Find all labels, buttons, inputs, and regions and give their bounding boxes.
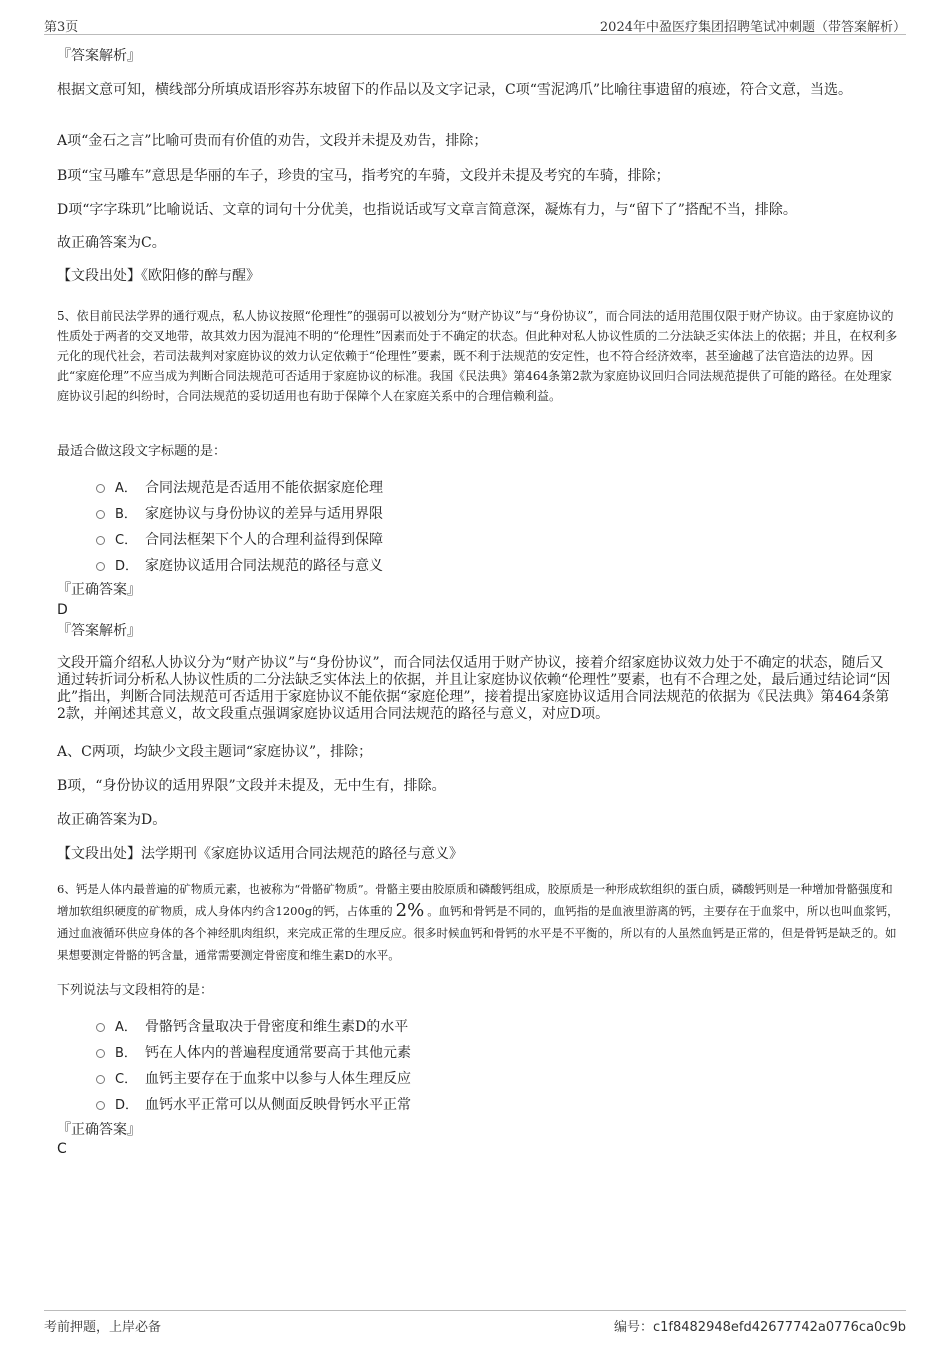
radio-icon[interactable] [96,1023,105,1032]
document-title: 2024年中盈医疗集团招聘笔试冲刺题（带答案解析） [599,20,906,35]
q6-question: 下列说法与文段相符的是： [57,983,214,998]
page-header [44,14,906,35]
q4-source [57,268,897,285]
q5-analysis-text: 文段开篇介绍私人协议分为“财产协议”与“身份协议”，而合同法仅适用于财产协议，接着介绍家庭协议效力处于不确定的状态，随后又通过转折词分析私人协议性质的二分法缺乏实体法上的依据，并且让家庭协议依赖“伦理性”要素，也有不合理之处，最后通过结论词“因此”指出，判断合同法规范可否适用于家庭协议不能依据“家庭伦理”，接着提出家庭协议适用合同法规范的依据为《民法典》第464条第2款，并阐述其意义，故文段重点强调家庭协议适用合同法规范的路径与意义，对应D项。 [57,655,891,722]
q4-conclusion: 故正确答案为C。 [57,235,166,251]
q6-option-a[interactable] [96,1016,408,1036]
option-letter: A． [115,1020,137,1035]
radio-icon[interactable] [96,1049,105,1058]
q4-source-title: 《欧阳修的醉与醒》 [141,268,260,284]
q6-option-d[interactable] [96,1094,411,1114]
option-text: 血钙水平正常可以从侧面反映骨钙水平正常 [145,1097,411,1113]
radio-icon[interactable] [96,510,105,519]
q5-option-d[interactable] [96,555,383,575]
q4-option-b-note: B项“宝马雕车”意思是华丽的车子，珍贵的宝马，指考究的车骑，文段并未提及考究的车骑，排除； [57,168,670,184]
radio-icon[interactable] [96,484,105,493]
option-letter: A． [115,481,137,496]
option-letter: C． [115,1072,138,1087]
q6-stem-part1: 6、钙是人体内最普遍的矿物质元素，也被称为“骨骼矿物质”。骨骼主要由胶原质和磷酸钙组成，胶原质是一种形成软组织的蛋白质，磷酸钙则是一种增加骨骼强度和增加软组织硬度的矿物质，成人身体内约含1200g的钙，占体重的 [57,882,893,918]
option-text: 钙在人体内的普遍程度通常要高于其他元素 [145,1045,411,1061]
q5-ac-note: A、C两项，均缺少文段主题词“家庭协议”，排除； [57,744,373,760]
q5-source-title: 法学期刊《家庭协议适用合同法规范的路径与意义》 [141,846,463,862]
q5-source-label: 【文段出处】 [57,846,141,862]
option-letter: D． [115,559,139,574]
q4-option-a-note: A项“金石之言”比喻可贵而有价值的劝告，文段并未提及劝告，排除； [57,133,488,149]
q5-stem: 5、依目前民法学界的通行观点，私人协议按照“伦理性”的强弱可以被划分为“财产协议”与“身份协议”，而合同法的适用范围仅限于财产协议。由于家庭协议的性质处于两者的交叉地带，故其效力因为混沌不明的“伦理性”因素而处于不确定的状态。但此种对私人协议性质的二分法缺乏实体法上的依据；并且，在权利多元化的现代社会，若司法裁判对家庭协议的效力认定依赖于“伦理性”要素，既不利于法规范的安定性，也不符合经济效率，甚至逾越了法官造法的边界。因此“家庭伦理”不应当成为判断合同法规范可否适用于家庭协议的标准。我国《民法典》第464条第2款为家庭协议回归合同法规范提供了可能的路径。在处理家庭协议引起的纠纷时，合同法规范的妥切适用也有助于保障个人在家庭关系中的合理信赖利益。 [57,309,898,403]
option-letter: D． [115,1098,139,1113]
q5-answer: D [57,602,68,618]
q5-conclusion: 故正确答案为D。 [57,812,167,828]
option-letter: C． [115,533,138,548]
option-letter: B． [115,1046,137,1061]
q5-option-b[interactable] [96,503,383,523]
q4-source-label: 【文段出处】 [57,268,141,284]
footer-code-label: 编号： [613,1320,653,1335]
q5-source [57,846,897,863]
radio-icon[interactable] [96,1075,105,1084]
q5-option-a[interactable] [96,477,383,497]
footer-code [614,1316,906,1335]
option-text: 家庭协议适用合同法规范的路径与意义 [145,558,383,574]
option-letter: B． [115,507,137,522]
q6-option-b[interactable] [96,1042,411,1062]
q5-question: 最适合做这段文字标题的是： [57,444,227,459]
q5-option-c[interactable] [96,529,383,549]
radio-icon[interactable] [96,536,105,545]
option-text: 家庭协议与身份协议的差异与适用界限 [145,506,383,522]
q4-analysis-text: 根据文意可知，横线部分所填成语形容苏东坡留下的作品以及文字记录，C项“雪泥鸿爪”比喻往事遗留的痕迹，符合文意，当选。 [57,82,853,98]
radio-icon[interactable] [96,1101,105,1110]
q4-analysis-label: 『答案解析』 [57,48,141,64]
q5-answer-label: 『正确答案』 [57,582,141,598]
q6-option-c[interactable] [96,1068,411,1088]
q6-stem [57,878,899,966]
page-footer [44,1310,906,1335]
q6-stem-part2: 。血钙和骨钙是不同的，血钙指的是血液里游离的钙，主要存在于血浆中，所以也叫血浆钙，通过血液循环供应身体的各个神经肌肉组织，来完成正常的生理反应。很多时候血钙和骨钙的水平是不平衡的，所以有的人虽然血钙是正常的，但是骨钙是缺乏的。如果想要测定骨骼的钙含量，通常需要测定骨密度和维生素D的水平。 [57,904,899,962]
q6-percent: 2% [395,900,425,921]
q5-analysis-label: 『答案解析』 [57,623,141,639]
option-text: 合同法规范是否适用不能依据家庭伦理 [145,480,383,496]
footer-slogan: 考前押题，上岸必备 [44,1320,162,1335]
q6-answer-label: 『正确答案』 [57,1122,141,1138]
page-number: 第3页 [44,20,79,35]
option-text: 合同法框架下个人的合理利益得到保障 [145,532,383,548]
option-text: 血钙主要存在于血浆中以参与人体生理反应 [145,1071,411,1087]
q4-option-d-note: D项“字字珠玑”比喻说话、文章的词句十分优美，也指说话或写文章言简意深，凝炼有力，与“留下了”搭配不当，排除。 [57,202,797,218]
option-text: 骨骼钙含量取决于骨密度和维生素D的水平 [145,1019,409,1035]
footer-code-value: c1f8482948efd42677742a0776ca0c9b [653,1320,906,1335]
q5-b-note: B项，“身份协议的适用界限”文段并未提及，无中生有，排除。 [57,778,446,794]
q6-answer: C [57,1141,67,1157]
radio-icon[interactable] [96,562,105,571]
